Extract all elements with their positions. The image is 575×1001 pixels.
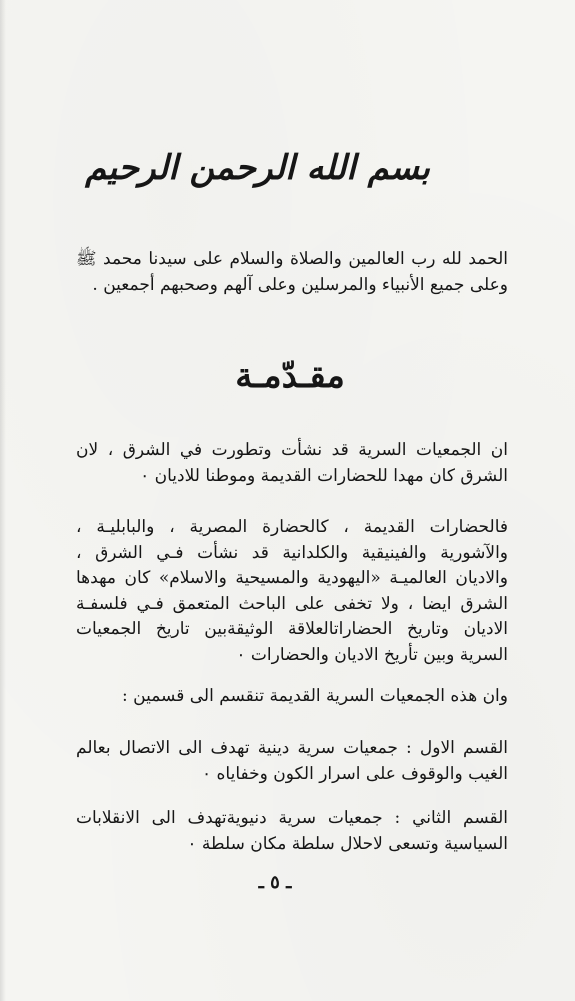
basmala-calligraphy: بسم الله الرحمن الرحيم	[85, 148, 430, 188]
paragraph-1	[76, 438, 508, 489]
paragraph-text: ان الجمعيات السرية قد نشأت وتطورت في الشرق ، لان الشرق كان مهدا للحضارات القديمة وموطنا للاديان ٠	[76, 440, 508, 486]
paragraph-text: القسم الاول : جمعيات سرية دينية تهدف الى الاتصال بعالم الغيب والوقوف على اسرار الكون وخفاياه ٠	[76, 738, 508, 784]
paragraph-text: القسم الثاني : جمعيات سرية دنيويةتهدف الى الانقلابات السياسية وتسعى لاحلال سلطة مكان سلطة ٠	[76, 808, 508, 854]
page-number: ـ ٥ ـ	[258, 872, 292, 893]
intro-praise-paragraph	[76, 247, 508, 298]
paragraph-text: وان هذه الجمعيات السرية القديمة تنقسم الى قسمين :	[122, 686, 508, 706]
paragraph-5	[76, 806, 508, 857]
paragraph-2	[76, 515, 508, 668]
paragraph-text: فالحضارات القديمة ، كالحضارة المصرية ، والبابليـة ، والآشورية والفينيقية والكلدانية قد نشأت فـي الشرق ، والاديان العالميـة «اليهودية والمسيحية والاسلام» كان مهدها الشرق ايضا ، ولا تخفى على الباحث المتعمق فـي فلسفـة الاديان وتاريخ الحضاراتالعلاقة الوثيقةبين تاريخ الجمعيات السرية وبين تأريخ الاديان والحضارات ٠	[76, 517, 508, 665]
paragraph-4	[76, 736, 508, 787]
paragraph-3	[76, 684, 508, 710]
page-binding-shadow	[0, 0, 6, 1001]
intro-text: الحمد لله رب العالمين والصلاة والسلام على سيدنا محمد ﷺ وعلى جميع الأنبياء والمرسلين وعلى آلهم وصحبهم أجمعين .	[76, 249, 508, 295]
chapter-heading: مقـدّمـة	[235, 356, 345, 396]
